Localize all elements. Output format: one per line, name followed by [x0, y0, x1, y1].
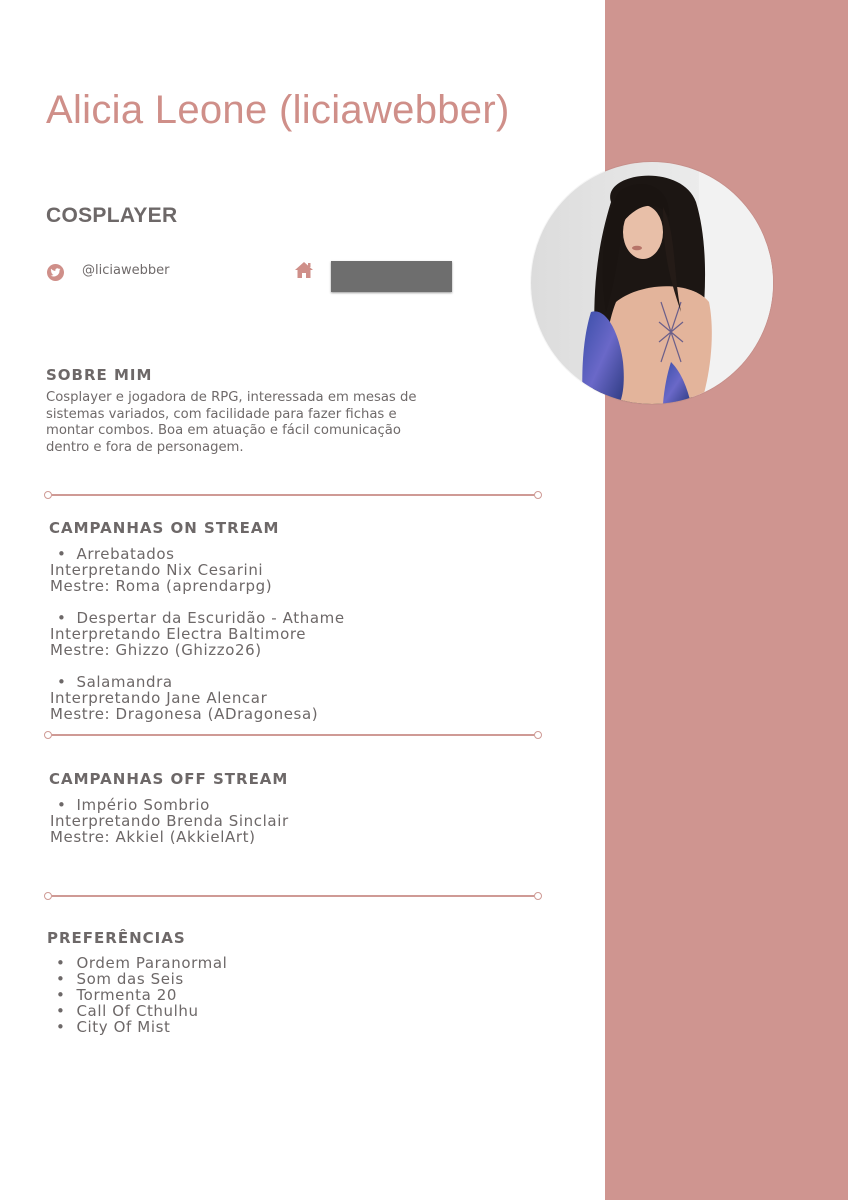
list-item: • Call Of Cthulhu	[56, 1003, 227, 1019]
campaign-master: Mestre: Dragonesa (ADragonesa)	[50, 705, 319, 723]
campaign-item	[50, 674, 318, 722]
campaign-name: • Arrebatados	[50, 546, 272, 562]
about-title: SOBRE MIM	[46, 366, 153, 384]
about-text: Cosplayer e jogadora de RPG, interessada em mesas de sistemas variados, com facilidade para fazer fichas e montar combos. Boa em atuação e fácil comunicação dentro e fora de personagem.	[46, 390, 417, 455]
home-icon	[294, 261, 314, 279]
role-title: COSPLAYER	[46, 204, 178, 227]
divider	[52, 494, 534, 496]
list-item: • City Of Mist	[56, 1019, 227, 1035]
campaign-name: • Salamandra	[50, 674, 318, 690]
campaign-master: Mestre: Akkiel (AkkielArt)	[50, 828, 256, 846]
campaign-item	[50, 546, 272, 594]
divider	[52, 734, 534, 736]
campaign-master: Mestre: Ghizzo (Ghizzo26)	[50, 641, 262, 659]
campaign-role: Interpretando Jane Alencar	[50, 689, 268, 707]
twitter-handle[interactable]: @liciawebber	[82, 263, 170, 278]
campaign-role: Interpretando Brenda Sinclair	[50, 812, 289, 830]
preferences-title: PREFERÊNCIAS	[47, 929, 186, 947]
campaign-role: Interpretando Electra Baltimore	[50, 625, 307, 643]
campaign-master: Mestre: Roma (aprendarpg)	[50, 577, 273, 595]
preferences-list	[56, 955, 227, 1035]
redacted-block	[331, 261, 452, 292]
on-stream-title: CAMPANHAS ON STREAM	[49, 519, 280, 537]
twitter-icon	[47, 264, 64, 281]
off-stream-title: CAMPANHAS OFF STREAM	[49, 770, 289, 788]
campaign-name: • Império Sombrio	[50, 797, 289, 813]
profile-photo	[531, 162, 773, 404]
list-item: • Som das Seis	[56, 971, 227, 987]
list-item: • Tormenta 20	[56, 987, 227, 1003]
list-item: • Ordem Paranormal	[56, 955, 227, 971]
page-title: Alicia Leone (liciawebber)	[46, 88, 510, 132]
campaign-name: • Despertar da Escuridão - Athame	[50, 610, 345, 626]
divider	[52, 895, 534, 897]
campaign-item	[50, 610, 345, 658]
campaign-role: Interpretando Nix Cesarini	[50, 561, 264, 579]
campaign-item	[50, 797, 289, 845]
